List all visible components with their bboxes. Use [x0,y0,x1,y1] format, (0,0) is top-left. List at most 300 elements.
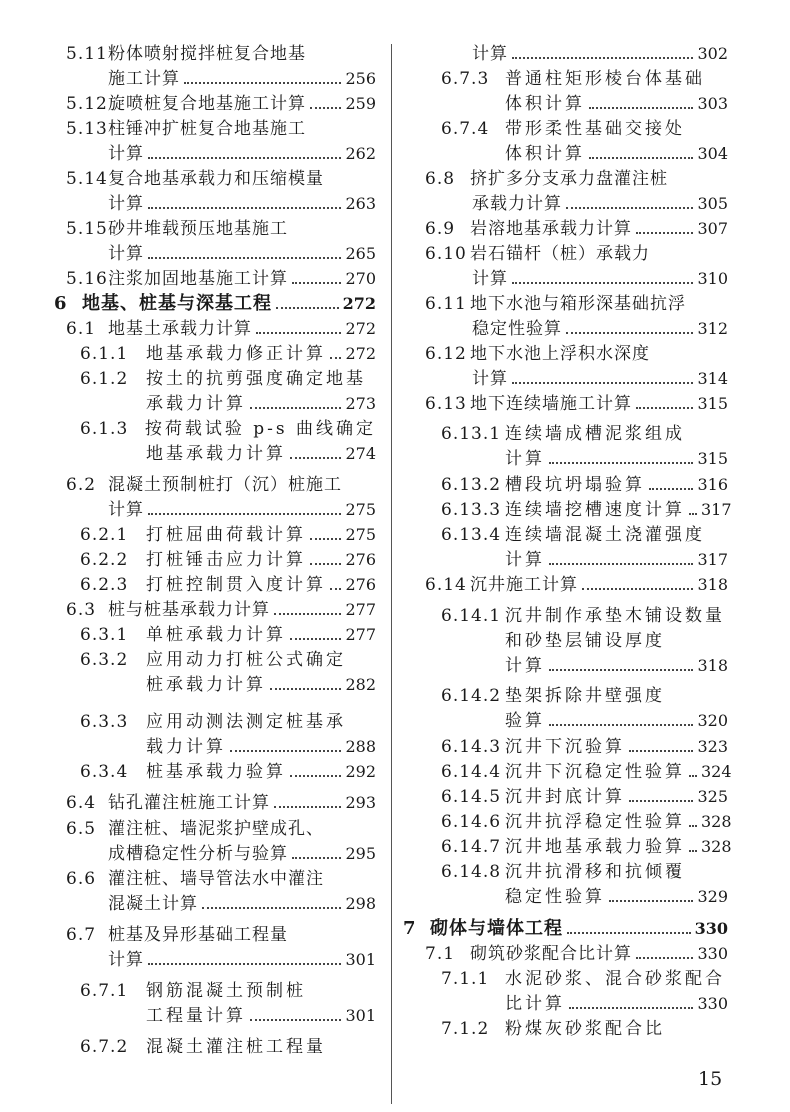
toc-entry-number: 7.1.1 [441,969,490,989]
toc-entry-title: 承载力计算 [146,394,246,414]
toc-entry-title: 成槽稳定性分析与验算 [108,844,288,864]
toc-entry-page: 305 [697,194,728,213]
toc-entry-title: 灌注桩、墙泥浆护壁成孔、 [108,819,324,839]
dot-leader [566,332,693,334]
dot-leader [148,963,341,965]
toc-entry-title: 水泥砂浆、混合砂浆配合 [505,969,725,989]
toc-entry-number: 6.14.2 [441,686,502,706]
dot-leader [649,488,693,490]
toc-entry[interactable] [66,790,376,814]
toc-entry[interactable] [441,834,732,858]
toc-entry-title: 打桩锤击应力计算 [146,550,306,570]
toc-entry[interactable] [505,91,728,115]
toc-entry-title: 应用动力打桩公式确定 [146,650,346,670]
toc-entry-title: 打桩屈曲荷载计算 [146,525,306,545]
toc-entry[interactable] [425,572,728,596]
toc-entry-number: 6.1.2 [80,369,129,389]
toc-entry-page: 324 [701,762,732,781]
toc-entry-page: 292 [345,762,376,781]
toc-entry-title: 沉井抗浮稳定性验算 [505,812,685,832]
toc-entry-title: 工程量计算 [146,1006,246,1026]
toc-entry-title: 按荷载试验 p-s 曲线确定 [144,419,376,439]
toc-entry[interactable] [425,241,728,265]
toc-entry-number: 6.13.1 [441,424,502,444]
toc-entry-number: 6.13.2 [441,475,502,495]
dot-leader [589,157,693,159]
toc-entry[interactable] [108,497,376,521]
toc-entry-title: 载力计算 [146,737,226,757]
toc-entry-number: 6.6 [66,869,97,889]
toc-entry-number: 6.9 [425,219,456,239]
toc-entry-title: 计算 [108,194,144,214]
toc-entry-page: 330 [697,944,728,963]
toc-entry[interactable] [146,734,376,758]
toc-entry-title: 桩与桩基承载力计算 [108,600,270,620]
toc-entry[interactable] [425,391,728,415]
toc-entry-number: 7 [403,918,417,939]
toc-entry-number: 6.14.6 [441,812,502,832]
toc-entry[interactable] [425,941,728,965]
toc-entry-title: 地下连续墙施工计算 [470,394,632,414]
toc-entry[interactable] [472,366,728,390]
toc-entry-title: 旋喷桩复合地基施工计算 [108,94,306,114]
toc-entry-page: 256 [345,69,376,88]
toc-entry[interactable] [80,341,376,365]
toc-entry-title: 混凝土灌注桩工程量 [146,1037,326,1057]
toc-entry[interactable] [108,141,376,165]
toc-entry-number: 6.7.1 [80,981,129,1001]
toc-entry-number: 6.4 [66,793,97,813]
toc-entry-number: 6.7 [66,925,97,945]
toc-entry-title: 垫架拆除井壁强度 [505,686,665,706]
toc-entry[interactable] [108,947,376,971]
dot-leader [330,588,341,590]
dot-leader [290,638,341,640]
dot-leader [290,775,341,777]
toc-entry-page: 295 [345,844,376,863]
toc-entry-title: 连续墙混凝土浇灌强度 [505,525,705,545]
toc-entry-number: 6.3 [66,600,97,620]
toc-entry-page: 328 [701,812,732,831]
toc-entry-page: 301 [345,1006,376,1025]
toc-entry-number: 6 [54,293,68,314]
toc-entry-title: 注浆加固地基施工计算 [108,269,288,289]
toc-entry-page: 275 [345,525,376,544]
toc-entry[interactable] [425,216,728,240]
toc-entry-number: 6.14.3 [441,737,502,757]
dot-leader [256,332,341,334]
toc-entry-title: 钻孔灌注桩施工计算 [108,793,270,813]
toc-entry-page: 316 [697,475,728,494]
toc-entry[interactable] [66,816,376,840]
toc-entry[interactable] [505,708,728,732]
dot-leader [250,1019,341,1021]
toc-entry-title: 沉井下沉验算 [505,737,625,757]
toc-entry-number: 5.15 [66,219,108,239]
toc-entry-title: 复合地基承载力和压缩模量 [108,169,324,189]
toc-entry-title: 计算 [108,144,144,164]
toc-entry-number: 6.14.1 [441,606,502,626]
toc-entry-page: 272 [342,294,376,313]
toc-entry[interactable] [441,683,728,707]
dot-leader [512,382,693,384]
toc-entry-title: 计算 [505,656,545,676]
toc-entry-title: 计算 [472,369,508,389]
toc-entry-number: 6.1.3 [80,419,129,439]
toc-entry-number: 6.1 [66,319,97,339]
toc-entry-title: 混凝土计算 [108,894,198,914]
toc-entry[interactable] [66,166,376,190]
toc-entry[interactable] [505,141,728,165]
toc-entry[interactable] [505,653,728,677]
toc-entry[interactable] [146,391,376,415]
toc-entry[interactable] [80,759,376,783]
toc-entry[interactable] [80,366,376,390]
toc-entry-page: 303 [697,94,728,113]
toc-entry[interactable] [54,291,376,315]
toc-entry-title: 岩石锚杆（桩）承载力 [470,244,650,264]
dot-leader [292,857,341,859]
toc-entry-page: 277 [345,625,376,644]
toc-entry[interactable] [505,446,728,470]
dot-leader [310,563,341,565]
toc-entry[interactable] [441,421,728,445]
toc-entry[interactable] [441,603,728,627]
toc-entry-number: 5.12 [66,94,108,114]
toc-entry[interactable] [108,66,376,90]
toc-entry[interactable] [80,1034,376,1058]
toc-entry-title: 比计算 [505,994,565,1014]
dot-leader [310,107,341,109]
toc-entry-page: 301 [345,950,376,969]
toc-entry-number: 6.2 [66,475,97,495]
toc-entry-title: 地基土承载力计算 [108,319,252,339]
toc-entry[interactable] [108,191,376,215]
toc-entry[interactable] [80,416,376,440]
toc-entry-page: 276 [345,575,376,594]
toc-entry-number: 6.1.1 [80,344,129,364]
toc-entry-page: 272 [345,344,376,363]
toc-entry-number: 6.7.2 [80,1037,129,1057]
dot-leader [250,407,341,409]
toc-entry[interactable] [108,841,376,865]
toc-entry[interactable] [80,978,376,1002]
dot-leader [689,775,697,777]
toc-entry-number: 6.14 [425,575,467,595]
toc-entry-title: 计算 [472,269,508,289]
toc-entry-page: 277 [345,600,376,619]
toc-entry-title: 计算 [472,44,508,64]
toc-entry-title: 沉井地基承载力验算 [505,837,685,857]
toc-entry-page: 310 [697,269,728,288]
toc-entry-number: 6.3.4 [80,762,129,782]
toc-entry-title: 粉体喷射搅拌桩复合地基 [108,44,306,64]
toc-entry-number: 6.3.2 [80,650,129,670]
toc-entry-number: 6.14.8 [441,862,502,882]
toc-entry-page: 317 [697,550,728,569]
toc-entry[interactable] [505,628,728,652]
toc-entry-number: 5.11 [66,44,108,64]
dot-leader [276,307,339,309]
toc-entry-title: 砌体与墙体工程 [430,918,563,939]
toc-entry[interactable] [425,291,728,315]
toc-entry[interactable] [80,709,376,733]
toc-entry[interactable] [425,166,728,190]
toc-entry-title: 岩溶地基承载力计算 [470,219,632,239]
dot-leader [689,825,697,827]
dot-leader [290,457,341,459]
toc-entry-page: 315 [697,449,728,468]
dot-leader [330,357,341,359]
dot-leader [274,613,341,615]
toc-entry[interactable] [472,191,728,215]
toc-entry[interactable] [441,116,728,140]
toc-entry[interactable] [66,866,376,890]
toc-entry-page: 315 [697,394,728,413]
toc-entry[interactable] [472,266,728,290]
toc-entry-number: 7.1.2 [441,1019,490,1039]
toc-entry[interactable] [108,241,376,265]
dot-leader [609,900,693,902]
toc-entry-title: 计算 [505,550,545,570]
toc-entry-number: 6.2.2 [80,550,129,570]
dot-leader [310,538,341,540]
toc-entry-page: 273 [345,394,376,413]
toc-entry-page: 263 [345,194,376,213]
toc-entry-number: 6.13.4 [441,525,502,545]
toc-entry-title: 柱锤冲扩桩复合地基施工 [108,119,306,139]
toc-entry-number: 7.1 [425,944,456,964]
toc-entry-title: 稳定性验算 [472,319,562,339]
dot-leader [512,57,693,59]
toc-entry-title: 应用动测法测定桩基承 [146,712,346,732]
toc-entry[interactable] [80,622,376,646]
dot-leader [274,806,341,808]
toc-entry-number: 6.5 [66,819,97,839]
dot-leader [549,724,693,726]
toc-entry-page: 304 [697,144,728,163]
dot-leader [512,282,693,284]
dot-leader [270,688,341,690]
toc-entry-title: 计算 [108,500,144,520]
toc-entry-page: 298 [345,894,376,913]
toc-entry-page: 262 [345,144,376,163]
toc-entry-title: 稳定性验算 [505,887,605,907]
toc-entry[interactable] [441,497,732,521]
toc-entry-title: 桩承载力计算 [146,675,266,695]
toc-entry-page: 293 [345,793,376,812]
dot-leader [148,157,341,159]
toc-entry-title: 沉井制作承垫木铺设数量 [505,606,725,626]
toc-entry-title: 连续墙挖槽速度计算 [505,500,685,520]
toc-entry-number: 5.14 [66,169,108,189]
toc-entry-number: 6.14.5 [441,787,502,807]
dot-leader [636,232,693,234]
toc-entry-page: 282 [345,675,376,694]
toc-entry[interactable] [108,891,376,915]
dot-leader [148,207,341,209]
toc-entry-title: 地下水池与箱形深基础抗浮 [470,294,686,314]
toc-entry-number: 6.14.7 [441,837,502,857]
toc-entry[interactable] [472,316,728,340]
toc-entry-title: 和砂垫层铺设厚度 [505,631,665,651]
toc-entry-title: 施工计算 [108,69,180,89]
toc-entry[interactable] [505,547,728,571]
dot-leader [629,800,693,802]
toc-entry[interactable] [441,472,728,496]
toc-entry[interactable] [66,91,376,115]
toc-entry[interactable] [441,522,728,546]
toc-entry-title: 连续墙成槽泥浆组成 [505,424,685,444]
toc-entry[interactable] [441,784,728,808]
toc-entry[interactable] [146,672,376,696]
toc-entry-page: 328 [701,837,732,856]
toc-entry-title: 沉井施工计算 [470,575,578,595]
toc-entry-page: 288 [345,737,376,756]
toc-entry-page: 330 [694,919,728,938]
toc-entry-title: 按土的抗剪强度确定地基 [146,369,366,389]
dot-leader [569,1007,693,1009]
toc-entry[interactable] [441,759,732,783]
toc-entry-title: 带形柔性基础交接处 [505,119,685,139]
toc-entry-page: 325 [697,787,728,806]
toc-entry[interactable] [441,734,728,758]
toc-entry[interactable] [425,341,728,365]
toc-entry-number: 6.3.1 [80,625,129,645]
toc-entry-title: 沉井下沉稳定性验算 [505,762,685,782]
toc-entry[interactable] [66,597,376,621]
toc-entry-title: 沉井封底计算 [505,787,625,807]
toc-entry-title: 承载力计算 [472,194,562,214]
toc-entry[interactable] [66,472,376,496]
toc-entry-page: 314 [697,369,728,388]
toc-entry[interactable] [441,1016,728,1040]
toc-entry-number: 6.3.3 [80,712,129,732]
toc-entry-number: 6.10 [425,244,467,264]
toc-entry-title: 地基承载力计算 [146,444,286,464]
toc-entry-number: 6.12 [425,344,467,364]
toc-entry-page: 275 [345,500,376,519]
toc-entry-page: 318 [697,656,728,675]
toc-entry[interactable] [441,66,728,90]
toc-entry-title: 计算 [108,950,144,970]
dot-leader [689,850,697,852]
toc-entry-title: 沉井抗滑移和抗倾覆 [505,862,685,882]
toc-entry[interactable] [403,916,728,940]
toc-entry-page: 270 [345,269,376,288]
toc-entry-title: 普通柱矩形棱台体基础 [505,69,705,89]
toc-entry[interactable] [441,966,728,990]
toc-entry-number: 6.7.3 [441,69,490,89]
toc-entry-title: 桩基承载力验算 [146,762,286,782]
toc-entry[interactable] [66,41,376,65]
toc-entry-title: 砂井堆载预压地基施工 [108,219,288,239]
toc-entry-title: 单桩承载力计算 [146,625,286,645]
toc-entry-title: 验算 [505,711,545,731]
toc-entry-number: 5.16 [66,269,108,289]
toc-entry[interactable] [505,884,728,908]
toc-entry-number: 6.8 [425,169,456,189]
toc-entry-page: 330 [697,994,728,1013]
toc-entry[interactable] [441,809,732,833]
toc-entry-title: 地下水池上浮积水深度 [470,344,650,364]
toc-entry-page: 272 [345,319,376,338]
toc-entry-title: 计算 [108,244,144,264]
toc-entry-page: 307 [697,219,728,238]
toc-entry-title: 混凝土预制桩打（沉）桩施工 [108,475,342,495]
toc-entry[interactable] [66,216,376,240]
dot-leader [230,750,341,752]
column-divider [391,44,392,1104]
toc-entry[interactable] [80,522,376,546]
toc-entry-title: 地基、桩基与深基工程 [82,293,272,314]
dot-leader [589,107,693,109]
toc-entry-title: 桩基及异形基础工程量 [108,925,288,945]
page-number: 15 [698,1068,723,1090]
dot-leader [689,513,697,515]
toc-entry-title: 计算 [505,449,545,469]
toc-entry-page: 302 [697,44,728,63]
dot-leader [636,957,693,959]
toc-entry-number: 6.2.3 [80,575,129,595]
toc-entry[interactable] [66,316,376,340]
toc-entry[interactable] [441,859,728,883]
toc-entry[interactable] [472,41,728,65]
toc-entry[interactable] [80,572,376,596]
toc-entry[interactable] [146,1003,376,1027]
toc-entry-title: 砌筑砂浆配合比计算 [470,944,632,964]
toc-entry[interactable] [146,441,376,465]
toc-entry-number: 6.11 [425,294,467,314]
toc-entry-title: 粉煤灰砂浆配合比 [505,1019,665,1039]
toc-entry-page: 259 [345,94,376,113]
toc-entry-title: 地基承载力修正计算 [146,344,326,364]
toc-entry[interactable] [80,547,376,571]
toc-entry[interactable] [80,647,376,671]
dot-leader [148,513,341,515]
toc-entry[interactable] [66,266,376,290]
toc-entry-number: 6.2.1 [80,525,129,545]
dot-leader [549,563,693,565]
toc-entry-page: 318 [697,575,728,594]
toc-entry-page: 276 [345,550,376,569]
toc-entry-number: 6.7.4 [441,119,490,139]
toc-entry[interactable] [66,922,376,946]
toc-entry-page: 265 [345,244,376,263]
toc-right-column [395,0,790,1112]
toc-entry-number: 6.13.3 [441,500,502,520]
toc-entry[interactable] [66,116,376,140]
dot-leader [549,462,693,464]
dot-leader [148,257,341,259]
toc-entry-title: 打桩控制贯入度计算 [146,575,326,595]
toc-entry-title: 钢筋混凝土预制桩 [146,981,306,1001]
dot-leader [582,588,693,590]
dot-leader [184,82,341,84]
toc-entry-page: 274 [345,444,376,463]
toc-entry-page: 317 [701,500,732,519]
toc-entry-title: 灌注桩、墙导管法水中灌注 [108,869,324,889]
dot-leader [549,669,693,671]
toc-entry-title: 挤扩多分支承力盘灌注桩 [470,169,668,189]
toc-entry-title: 槽段坑坍塌验算 [505,475,645,495]
toc-entry-page: 329 [697,887,728,906]
toc-entry-page: 323 [697,737,728,756]
dot-leader [566,207,693,209]
dot-leader [636,407,693,409]
toc-entry[interactable] [505,991,728,1015]
toc-entry-page: 312 [697,319,728,338]
